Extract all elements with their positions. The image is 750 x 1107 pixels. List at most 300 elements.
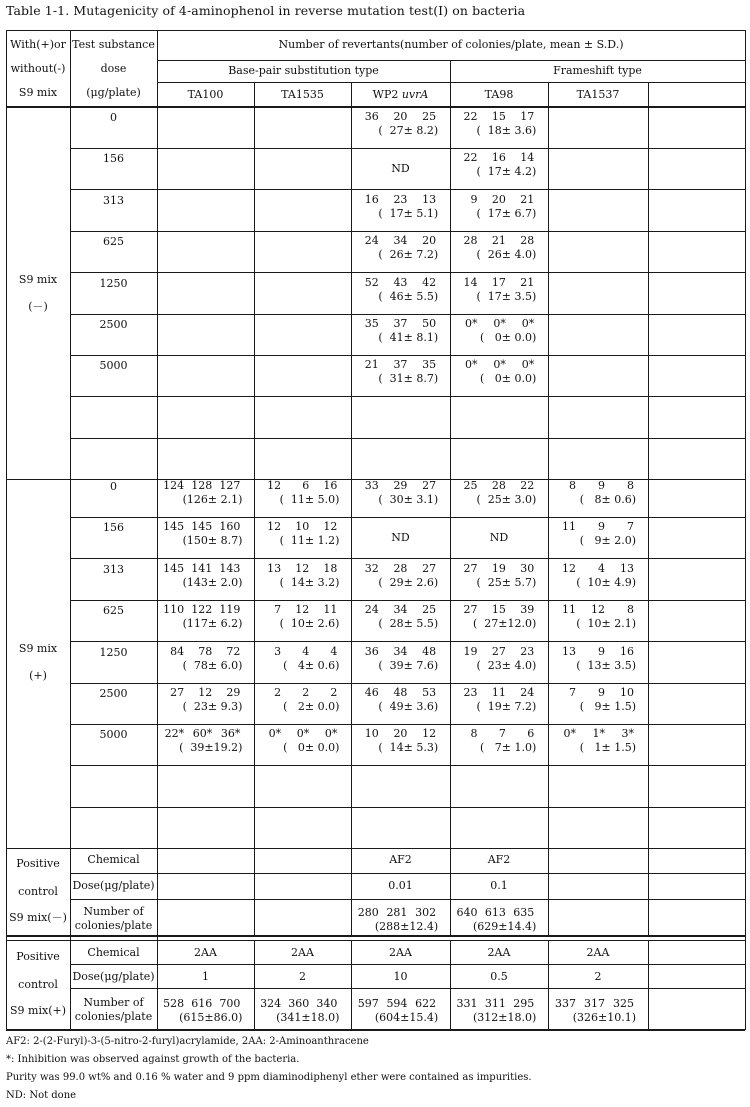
positive-count-value: 325 — [613, 997, 634, 1010]
count-cell-value: 18 — [323, 561, 338, 575]
count-cell-mean: ( 11± 5.0) — [279, 493, 340, 506]
count-cell-value: 16 — [491, 151, 506, 165]
count-cell-value: 0* — [521, 317, 535, 330]
count-cell-value: 2 — [302, 686, 310, 699]
positive-dose: 0.01 — [388, 879, 413, 892]
count-cell-value: 127 — [219, 479, 241, 492]
count-cell-value: 43 — [393, 275, 408, 289]
group-border — [6, 848, 745, 850]
count-cell-value: 14 — [463, 275, 478, 289]
dose-cell: 0 — [110, 480, 117, 493]
count-cell-mean: ( 4± 0.6) — [283, 658, 340, 672]
row-line — [70, 396, 745, 397]
count-cell-value: 4 — [598, 561, 605, 575]
row-line — [70, 272, 745, 273]
count-cell-value: 28 — [520, 234, 535, 248]
positive-chemical: 2AA — [291, 946, 314, 959]
count-cell-value: 15 — [491, 603, 506, 617]
count-cell-value: 2 — [274, 686, 282, 699]
column-line — [351, 476, 352, 849]
column-line — [548, 940, 549, 1030]
count-cell-value: 13 — [620, 561, 634, 575]
column-line — [648, 847, 649, 936]
count-cell-mean: ( 31± 8.7) — [378, 372, 439, 386]
count-cell-mean: ( 17± 4.2) — [476, 165, 537, 179]
count-cell-value: 13 — [267, 561, 282, 575]
count-cell-value: 16 — [364, 192, 379, 206]
positive-count-value: 635 — [513, 905, 535, 919]
count-cell-value: 12 — [591, 603, 605, 617]
count-cell-value: 0* — [493, 317, 506, 330]
count-cell-value: 1* — [592, 727, 605, 741]
positive-count-value: 528 — [163, 997, 185, 1010]
count-cell-value: 7 — [274, 603, 282, 617]
count-cell-value: 128 — [191, 479, 213, 492]
count-cell-value: 8 — [627, 479, 634, 492]
table-left-border — [6, 30, 7, 1030]
table-caption: Table 1-1. Mutagenicity of 4-aminophenol in reverse mutation test(I) on bacteria — [6, 3, 526, 18]
count-cell-value: 27 — [170, 686, 185, 699]
count-cell-value: 8 — [627, 603, 634, 617]
group-label-1: (+) — [29, 669, 47, 683]
row-line — [70, 899, 745, 900]
count-cell-value: 145 — [163, 561, 185, 575]
count-cell-value: 25 — [422, 110, 437, 123]
footnote-abbreviations: AF2: 2-(2-Furyl)-3-(5-nitro-2-furyl)acrylamide, 2AA: 2-Aminoanthracene — [6, 1036, 369, 1047]
count-cell-mean: ( 10± 2.6) — [279, 617, 340, 631]
positive-count-label: Number of — [83, 904, 144, 918]
column-line — [351, 107, 352, 480]
count-cell-value: 3 — [274, 644, 282, 658]
row-line — [70, 873, 745, 874]
count-cell-value: 12 — [295, 603, 310, 617]
count-cell-value: 12 — [198, 686, 213, 699]
positive-count-mean: (629±14.4) — [472, 919, 537, 933]
column-line — [351, 940, 352, 1030]
header-dose-label: dose — [100, 62, 127, 75]
count-cell-value: 0* — [521, 358, 535, 372]
column-line — [548, 847, 549, 936]
count-cell-mean: ( 10± 2.1) — [576, 617, 636, 631]
count-cell-mean: ( 78± 6.0) — [182, 658, 243, 672]
count-cell-value: 36 — [364, 110, 379, 123]
count-cell-mean: ( 0± 0.0) — [479, 331, 537, 344]
dose-cell: 313 — [103, 562, 124, 576]
count-cell-value: 42 — [422, 275, 437, 289]
count-cell-value: 39 — [520, 603, 535, 617]
count-cell-value: 24 — [364, 234, 379, 248]
count-cell-value: 36* — [220, 727, 241, 741]
count-cell-value: 0* — [268, 727, 282, 741]
count-cell-value: 145 — [191, 520, 213, 534]
count-cell-value: 0* — [464, 317, 478, 330]
dose-cell: 156 — [103, 152, 124, 166]
count-cell-value: 30 — [520, 561, 535, 575]
row-line — [70, 765, 745, 766]
count-cell-value: 21 — [491, 234, 506, 248]
row-line — [70, 558, 745, 559]
group-label-1: S9 mix — [18, 642, 58, 656]
positive-count-value: 280 — [357, 905, 379, 919]
count-cell-value: 20 — [491, 192, 506, 206]
positive-count-label: Number of — [83, 996, 144, 1009]
count-cell-mean: ( 26± 7.2) — [378, 248, 439, 262]
count-cell-value: 27 — [491, 644, 506, 658]
count-cell-value: 4 — [330, 644, 338, 658]
count-cell-value: 29 — [393, 479, 408, 492]
header-s9-label: without(-) — [10, 62, 66, 75]
positive-count-value: 360 — [288, 997, 310, 1010]
count-cell-mean: ( 41± 8.1) — [378, 331, 439, 344]
count-cell-value: 0* — [296, 727, 310, 741]
positive-count-label: colonies/plate — [74, 918, 153, 932]
positive-count-value: 317 — [584, 997, 605, 1010]
count-cell-mean: ( 2± 0.0) — [283, 700, 340, 713]
count-cell-value: 6 — [302, 479, 310, 492]
strain-header-1: TA1535 — [281, 88, 324, 101]
count-cell-mean: ( 0± 0.0) — [283, 741, 340, 755]
positive-label-1: Positive — [16, 950, 60, 963]
count-cell-value: 23 — [520, 644, 535, 658]
positive-count-mean: (604±15.4) — [374, 1011, 439, 1024]
header-base-pair: Base-pair substitution type — [228, 64, 379, 77]
count-cell-value: 17 — [520, 110, 535, 123]
column-line — [351, 847, 352, 936]
row-line — [70, 964, 745, 965]
dose-cell: 156 — [103, 521, 124, 535]
count-cell-value: 28 — [463, 234, 478, 248]
strain-header-0: TA100 — [187, 88, 224, 101]
count-cell-value: 0* — [563, 727, 576, 741]
count-cell-value: 15 — [491, 110, 506, 123]
count-cell-mean: ( 39±19.2) — [179, 741, 243, 755]
positive-dose: 0.5 — [490, 970, 508, 983]
count-cell-value: 9 — [470, 192, 478, 206]
count-cell-nd: ND — [489, 531, 509, 545]
table-top-border — [6, 30, 745, 31]
count-cell-value: 28 — [491, 479, 506, 492]
column-line — [548, 476, 549, 849]
count-cell-value: 23 — [393, 192, 408, 206]
count-cell-mean: ( 14± 3.2) — [279, 575, 340, 589]
count-cell-value: 10 — [364, 727, 379, 741]
positive-count-value: 613 — [484, 905, 506, 919]
dose-cell: 0 — [110, 111, 117, 124]
count-cell-value: 110 — [163, 603, 185, 617]
count-cell-value: 34 — [393, 234, 408, 248]
count-cell-value: 12 — [295, 561, 310, 575]
group-label-0: (－) — [28, 300, 48, 314]
count-cell-value: 19 — [463, 644, 478, 658]
positive-label-0: Positive — [16, 856, 60, 870]
row-line — [70, 600, 745, 601]
count-cell-mean: ( 11± 1.2) — [279, 534, 340, 548]
count-cell-value: 52 — [364, 275, 379, 289]
column-line — [648, 107, 649, 480]
footnote-inhibition: *: Inhibition was observed against growth of the bacteria. — [6, 1054, 300, 1065]
count-cell-value: 8 — [569, 479, 576, 492]
count-cell-value: 16 — [620, 644, 634, 658]
count-cell-mean: ( 0± 0.0) — [479, 372, 537, 386]
row-line — [70, 517, 745, 518]
positive-count-mean: (288±12.4) — [374, 919, 439, 933]
column-line — [450, 847, 451, 936]
count-cell-value: 160 — [219, 520, 241, 534]
count-cell-value: 141 — [191, 561, 213, 575]
column-line — [648, 82, 649, 107]
count-cell-value: 34 — [393, 603, 408, 617]
positive-dose: 2 — [299, 970, 306, 983]
column-line — [648, 476, 649, 849]
positive-label-1: control — [18, 978, 58, 991]
header-frameshift: Frameshift type — [553, 64, 642, 77]
group-border — [6, 940, 745, 941]
column-line — [351, 82, 352, 107]
positive-dose-label: Dose(μg/plate) — [72, 970, 155, 983]
count-cell-mean: ( 39± 7.6) — [378, 658, 439, 672]
column-line — [648, 940, 649, 1030]
strain-header-4: TA1537 — [576, 88, 620, 101]
count-cell-value: 9 — [598, 686, 605, 699]
row-line — [70, 988, 745, 989]
count-cell-value: 72 — [226, 644, 241, 658]
table-right-border — [745, 30, 746, 1030]
count-cell-value: 0* — [464, 358, 478, 372]
count-cell-value: 119 — [219, 603, 241, 617]
header-bottom-border — [6, 106, 745, 108]
positive-count-value: 311 — [484, 997, 506, 1010]
dose-cell: 5000 — [99, 728, 128, 742]
count-cell-value: 4 — [302, 644, 310, 658]
row-line — [70, 231, 745, 232]
positive-chemical: 2AA — [389, 946, 412, 959]
dose-cell: 2500 — [99, 687, 128, 700]
count-cell-value: 37 — [393, 317, 408, 330]
header-s9-label: S9 mix — [18, 86, 58, 99]
count-cell-value: 23 — [463, 686, 478, 699]
count-cell-value: 19 — [491, 561, 506, 575]
count-cell-value: 53 — [422, 686, 437, 699]
positive-count-value: 340 — [316, 997, 338, 1010]
positive-count-value: 331 — [456, 997, 478, 1010]
count-cell-value: 145 — [163, 520, 185, 534]
header-dose-label: (μg/plate) — [86, 86, 141, 99]
count-cell-value: 50 — [422, 317, 437, 330]
count-cell-mean: ( 28± 5.5) — [378, 617, 439, 631]
count-cell-mean: ( 27±12.0) — [472, 617, 537, 631]
count-cell-value: 78 — [198, 644, 213, 658]
row-line — [70, 355, 745, 356]
positive-count-value: 594 — [386, 997, 408, 1010]
count-cell-mean: ( 46± 5.5) — [378, 289, 439, 303]
column-line — [548, 107, 549, 480]
count-cell-value: 84 — [170, 644, 185, 658]
column-line — [450, 107, 451, 480]
count-cell-value: 46 — [364, 686, 379, 699]
count-cell-value: 0* — [324, 727, 338, 741]
count-cell-mean: ( 9± 1.5) — [579, 700, 636, 713]
count-cell-value: 11 — [562, 603, 576, 617]
count-cell-value: 13 — [422, 192, 437, 206]
count-cell-mean: ( 18± 3.6) — [476, 124, 537, 137]
count-cell-value: 12 — [422, 727, 437, 741]
count-cell-value: 2 — [330, 686, 338, 699]
count-cell-value: 28 — [393, 561, 408, 575]
count-cell-value: 25 — [422, 603, 437, 617]
positive-count-value: 616 — [191, 997, 213, 1010]
positive-chemical-label: Chemical — [87, 946, 140, 959]
count-cell-value: 22 — [463, 151, 478, 165]
count-cell-mean: ( 10± 4.9) — [576, 575, 636, 589]
count-cell-value: 22* — [164, 727, 185, 741]
count-cell-value: 21 — [364, 358, 379, 372]
footnote-not-done: ND: Not done — [6, 1090, 77, 1101]
header-line — [157, 82, 745, 83]
column-line — [157, 30, 158, 1030]
count-cell-value: 3* — [621, 727, 634, 741]
count-cell-mean: ( 17± 6.7) — [476, 206, 537, 220]
count-cell-value: 143 — [219, 561, 241, 575]
dose-cell: 313 — [103, 193, 124, 207]
count-cell-value: 12 — [267, 520, 282, 534]
count-cell-value: 36 — [364, 644, 379, 658]
count-cell-value: 20 — [422, 234, 437, 248]
column-line — [254, 847, 255, 936]
count-cell-mean: ( 30± 3.1) — [378, 493, 439, 506]
count-cell-value: 16 — [323, 479, 338, 492]
count-cell-mean: ( 8± 0.6) — [579, 493, 636, 506]
positive-count-value: 700 — [219, 997, 241, 1010]
positive-dose: 0.1 — [490, 879, 508, 892]
count-cell-value: 12 — [267, 479, 282, 492]
count-cell-value: 11 — [491, 686, 506, 699]
positive-count-mean: (615±86.0) — [179, 1011, 243, 1024]
count-cell-mean: ( 7± 1.0) — [479, 741, 537, 755]
count-cell-mean: (117± 6.2) — [182, 617, 243, 631]
positive-count-value: 640 — [456, 905, 478, 919]
count-cell-value: 35 — [364, 317, 379, 330]
column-line — [254, 476, 255, 849]
count-cell-value: 27 — [422, 479, 437, 492]
positive-count-label: colonies/plate — [74, 1010, 153, 1023]
count-cell-value: 29 — [226, 686, 241, 699]
count-cell-value: 124 — [163, 479, 185, 492]
count-cell-value: 32 — [364, 561, 379, 575]
positive-chemical: 2AA — [194, 946, 217, 959]
positive-count-value: 337 — [555, 997, 576, 1010]
header-line — [157, 60, 745, 61]
row-line — [70, 683, 745, 684]
positive-dose-label: Dose(μg/plate) — [72, 879, 155, 892]
count-cell-nd: ND — [391, 531, 410, 545]
positive-label-0: control — [18, 884, 58, 898]
row-line — [70, 641, 745, 642]
count-cell-value: 14 — [520, 151, 535, 165]
count-cell-value: 22 — [520, 479, 535, 492]
count-cell-nd: ND — [391, 162, 410, 176]
count-cell-value: 9 — [598, 479, 605, 492]
count-cell-mean: ( 17± 3.5) — [476, 289, 537, 303]
dose-cell: 1250 — [99, 276, 128, 290]
count-cell-value: 21 — [520, 275, 535, 289]
count-cell-value: 33 — [364, 479, 379, 492]
count-cell-value: 13 — [562, 644, 576, 658]
count-cell-value: 10 — [620, 686, 634, 699]
count-cell-value: 11 — [323, 603, 338, 617]
count-cell-mean: ( 9± 2.0) — [579, 534, 636, 548]
count-cell-mean: ( 23± 4.0) — [476, 658, 537, 672]
column-line — [254, 82, 255, 107]
column-line — [70, 30, 71, 1030]
positive-count-value: 324 — [260, 997, 282, 1010]
positive-dose: 2 — [594, 970, 602, 983]
group-border — [6, 1029, 745, 1031]
count-cell-value: 7 — [569, 686, 576, 699]
count-cell-mean: ( 29± 2.6) — [378, 575, 439, 589]
positive-count-value: 622 — [415, 997, 437, 1010]
count-cell-value: 8 — [470, 727, 478, 741]
header-revertants: Number of revertants(number of colonies/plate, mean ± S.D.) — [278, 38, 624, 51]
positive-label-0: S9 mix(－) — [9, 910, 67, 924]
header-dose-label: Test substance — [72, 38, 155, 51]
row-line — [70, 724, 745, 725]
dose-cell: 1250 — [99, 645, 128, 659]
count-cell-value: 7 — [627, 520, 634, 534]
count-cell-mean: (126± 2.1) — [182, 493, 243, 506]
count-cell-value: 9 — [598, 520, 605, 534]
count-cell-mean: ( 19± 7.2) — [476, 700, 537, 713]
count-cell-mean: ( 1± 1.5) — [579, 741, 636, 755]
positive-chemical: AF2 — [487, 853, 511, 866]
positive-count-mean: (312±18.0) — [472, 1011, 537, 1024]
group-label-0: S9 mix — [18, 273, 58, 287]
count-cell-value: 27 — [422, 561, 437, 575]
group-border — [6, 935, 745, 937]
count-cell-mean: ( 23± 9.3) — [182, 700, 243, 713]
positive-chemical: AF2 — [389, 853, 412, 866]
row-line — [70, 148, 745, 149]
count-cell-mean: ( 25± 3.0) — [476, 493, 537, 506]
count-cell-value: 10 — [295, 520, 310, 534]
positive-count-mean: (341±18.0) — [276, 1011, 340, 1024]
header-s9-label: With(+)or — [10, 38, 66, 51]
footnote-purity: Purity was 99.0 wt% and 0.16 % water and 9 ppm diaminodiphenyl ether were contained as impurities. — [6, 1072, 532, 1083]
count-cell-value: 48 — [393, 686, 408, 699]
row-line — [70, 807, 745, 808]
positive-count-value: 302 — [415, 905, 437, 919]
count-cell-mean: ( 14± 5.3) — [378, 741, 439, 755]
positive-chemical-label: Chemical — [87, 853, 140, 866]
count-cell-mean: ( 49± 3.6) — [378, 700, 439, 713]
count-cell-value: 22 — [463, 110, 478, 123]
column-line — [254, 940, 255, 1030]
count-cell-mean: (150± 8.7) — [182, 534, 243, 548]
count-cell-value: 34 — [393, 644, 408, 658]
count-cell-value: 9 — [598, 644, 605, 658]
column-line — [254, 107, 255, 480]
positive-chemical: 2AA — [586, 946, 610, 959]
positive-count-value: 295 — [513, 997, 535, 1010]
dose-cell: 625 — [103, 235, 124, 249]
column-line — [450, 476, 451, 849]
row-line — [70, 314, 745, 315]
column-line — [450, 940, 451, 1030]
count-cell-value: 0* — [493, 358, 506, 372]
dose-cell: 2500 — [99, 318, 128, 331]
count-cell-value: 21 — [520, 192, 535, 206]
strain-header-2: WP2 uvrA — [372, 88, 429, 101]
count-cell-mean: ( 26± 4.0) — [476, 248, 537, 262]
